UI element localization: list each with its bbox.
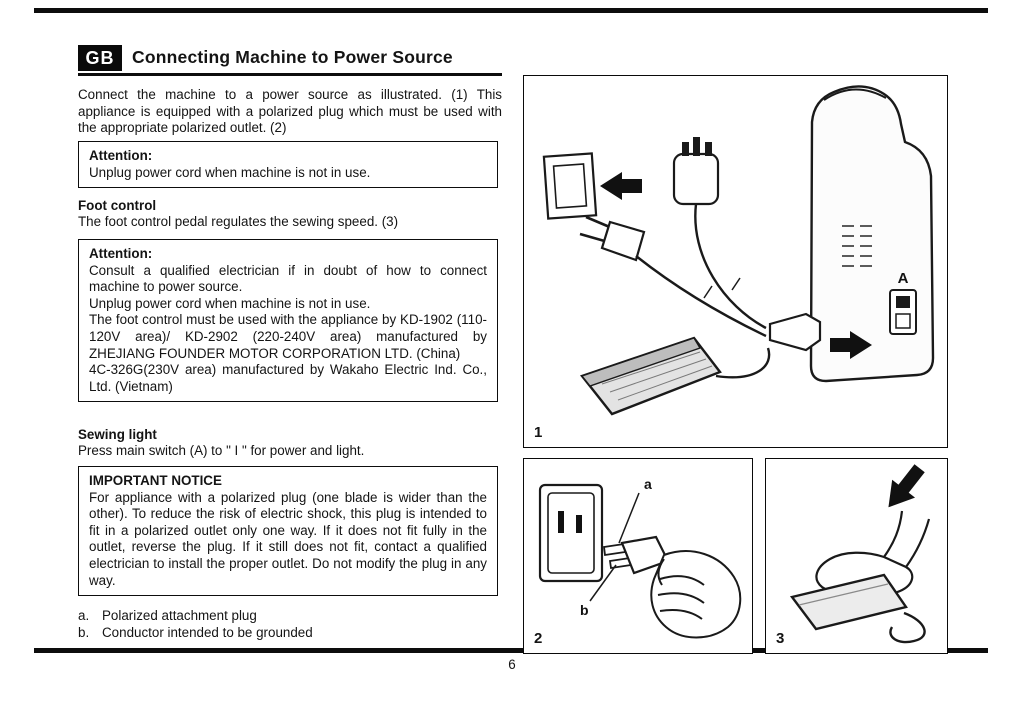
figure-2-number: 2	[534, 630, 543, 647]
legend-a-text: Polarized attachment plug	[102, 608, 257, 623]
important-notice-body: For appliance with a polarized plug (one blade is wider than the other). To reduce the risk of electric shock, this plug is intended to fit in a polarized outlet only one way. If it does not fit fully in the outlet, reverse the plug. If it still does not fit, contact a qualified electrician to install the proper outlet. Do not modify the plug in any way.	[89, 489, 487, 588]
polarized-outlet-illustration	[540, 485, 602, 581]
sewing-light-body: Press main switch (A) to " I " for power and light.	[78, 443, 365, 458]
power-plug-illustration	[580, 217, 644, 260]
attention-2-line-4: 4C-326G(230V area) manufactured by Wakaho Electric Ind. Co., Ltd. (Vietnam)	[89, 362, 487, 394]
figure-2-art	[524, 459, 750, 651]
foot-pedal-illustration	[792, 575, 906, 629]
attention-1-heading: Attention:	[89, 148, 153, 163]
figure-1-art	[524, 76, 945, 445]
attention-1-body: Unplug power cord when machine is not in use.	[89, 164, 371, 180]
attention-2-line-1: Consult a qualified electrician if in doubt of how to connect machine to power source.	[89, 262, 487, 295]
arrow-left-icon	[600, 172, 642, 200]
language-tag: GB	[78, 45, 122, 71]
foot-control-body: The foot control pedal regulates the sewing speed. (3)	[78, 214, 399, 229]
page-title: Connecting Machine to Power Source	[132, 47, 453, 67]
important-notice-box	[78, 466, 498, 596]
foot-pedal-illustration	[582, 338, 720, 414]
sewing-light-heading: Sewing light	[78, 427, 157, 442]
intro-paragraph: Connect the machine to a power source as illustrated. (1) This appliance is equipped with a polarized plug which must be used with the appropriate polarized outlet. (2)	[78, 87, 502, 136]
wall-outlet-illustration	[544, 153, 596, 218]
attention-2-line-2: Unplug power cord when machine is not in use.	[89, 295, 371, 311]
figure-2	[523, 458, 753, 654]
adapter-plug-illustration	[674, 137, 718, 204]
sewing-machine-illustration	[811, 86, 933, 381]
hand-illustration	[651, 551, 740, 637]
arrow-down-icon	[877, 459, 931, 516]
attention-2-heading: Attention:	[89, 246, 153, 261]
figure-3-number: 3	[776, 630, 785, 647]
top-rule	[34, 8, 988, 13]
attention-box-1	[78, 141, 498, 188]
title-underline	[78, 73, 502, 76]
label-b: b	[580, 602, 589, 618]
machine-connector-illustration	[770, 314, 820, 350]
legend-item-a	[78, 608, 502, 625]
important-notice-heading: IMPORTANT NOTICE	[89, 473, 222, 488]
legend-b-marker: b.	[78, 625, 90, 640]
foot-illustration	[884, 511, 929, 567]
foot-control-heading: Foot control	[78, 198, 157, 213]
figure-3	[765, 458, 948, 654]
legend-b-text: Conductor intended to be grounded	[102, 625, 313, 640]
pedal-cord	[890, 613, 924, 642]
switch-label-a: A	[897, 270, 909, 287]
attention-box-2	[78, 239, 498, 402]
figure-1-number: 1	[534, 424, 543, 441]
legend-a-marker: a.	[78, 608, 90, 623]
attention-2-line-3: The foot control must be used with the appliance by KD-1902 (110-120V area)/ KD-2902 (220-240V area) manufactured by ZHEJIANG FOUNDER MOTOR CORPORATION LTD. (China)	[89, 312, 487, 361]
legend-item-b	[78, 625, 502, 642]
figure-3-art	[766, 459, 945, 651]
label-a: a	[644, 476, 652, 492]
page-number: 6	[508, 657, 516, 672]
figure-1	[523, 75, 948, 448]
